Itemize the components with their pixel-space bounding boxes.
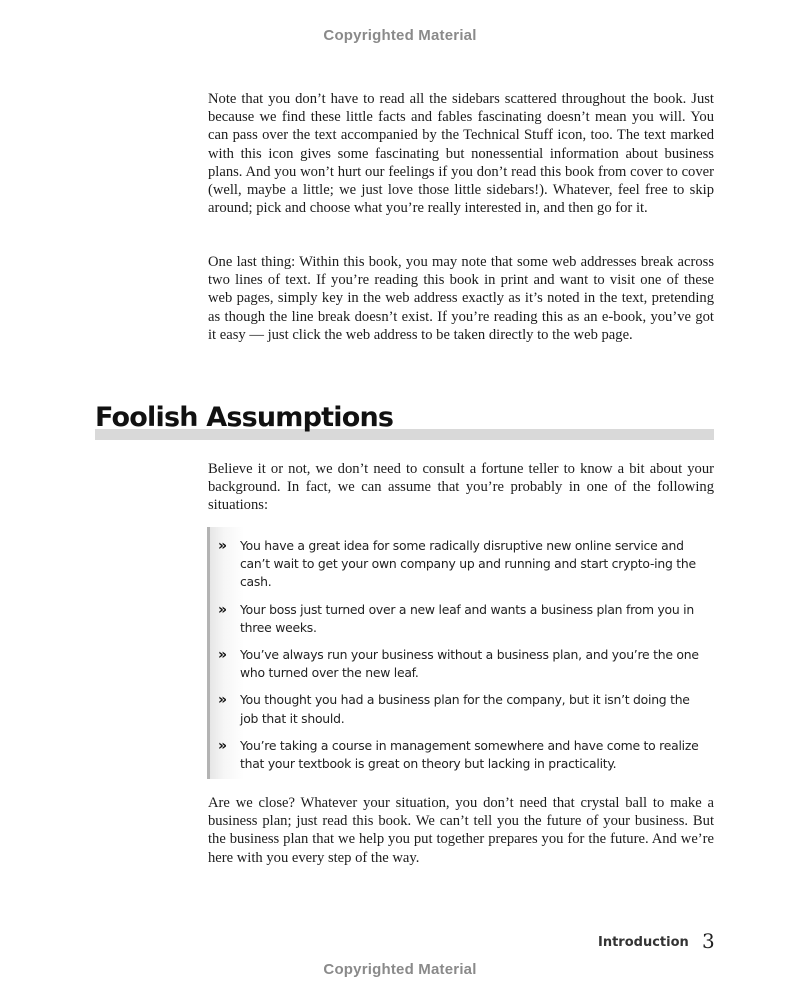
double-chevron-bullet-icon: »: [218, 538, 226, 554]
list-item: [218, 537, 708, 592]
section-heading: Foolish Assumptions: [95, 402, 394, 433]
double-chevron-bullet-icon: »: [218, 737, 226, 754]
list-item: [218, 601, 708, 637]
double-chevron-bullet-icon: »: [218, 692, 226, 709]
paragraph-web-addresses: One last thing: Within this book, you may note that some web addresses break across two lines of text. If you’re reading this book in print and want to visit one of these web pages, simply key in the web address exactly as it’s noted in the text, pretending as though the line break doesn’t exist. If you’re reading this as an e-book, you’ve got it easy — just click the web address to be taken directly to the web page.: [208, 254, 714, 343]
list-item-text: You thought you had a business plan for the company, but it isn’t doing the job that it should.: [240, 692, 690, 726]
list-item: [218, 691, 708, 727]
assumptions-bullet-list: [218, 537, 708, 782]
list-item: [218, 646, 708, 682]
double-chevron-bullet-icon: »: [218, 601, 226, 618]
double-chevron-bullet-icon: »: [218, 647, 226, 664]
paragraph-closing: Are we close? Whatever your situation, you don’t need that crystal ball to make a business plan; just read this book. We can’t tell you the future of your business. But the business plan that we help you put together prepares you for the future. And we’re here with you every step of the way.: [208, 795, 714, 866]
copyright-watermark-top: Copyrighted Material: [323, 27, 477, 44]
copyright-watermark-bottom: Copyrighted Material: [323, 961, 477, 978]
list-item-text: You’re taking a course in management somewhere and have come to realize that your textbook is great on theory but lacking in practicality.: [240, 737, 699, 772]
list-item: [218, 737, 708, 773]
page-number: 3: [702, 929, 715, 953]
footer-section-label: Introduction: [598, 935, 689, 950]
paragraph-assumptions-intro: Believe it or not, we don’t need to consult a fortune teller to know a bit about your background. In fact, we can assume that you’re probably in one of the following situations:: [208, 461, 714, 514]
section-heading-block: [95, 400, 714, 442]
list-item-text: Your boss just turned over a new leaf and wants a business plan from you in three weeks.: [240, 601, 694, 635]
paragraph-sidebars-note: Note that you don’t have to read all the sidebars scattered throughout the book. Just because we find these little facts and fables fascinating doesn’t mean you will. You can pass over the text accompanied by the Technical Stuff icon, too. The text marked with this icon gives some fascinating but nonessential information about business plans. And you won’t hurt our feelings if you don’t read this book from cover to cover (well, maybe a little; we just love those little sidebars!). Whatever, feel free to skip around; pick and choose what you’re really interested in, and then go for it.: [208, 91, 714, 217]
list-item-text: You have a great idea for some radically disruptive new online service and can’t wait to get your own company up and running and start crypto-ing the cash.: [240, 538, 696, 590]
list-item-text: You’ve always run your business without a business plan, and you’re the one who turned over the new leaf.: [240, 647, 699, 681]
